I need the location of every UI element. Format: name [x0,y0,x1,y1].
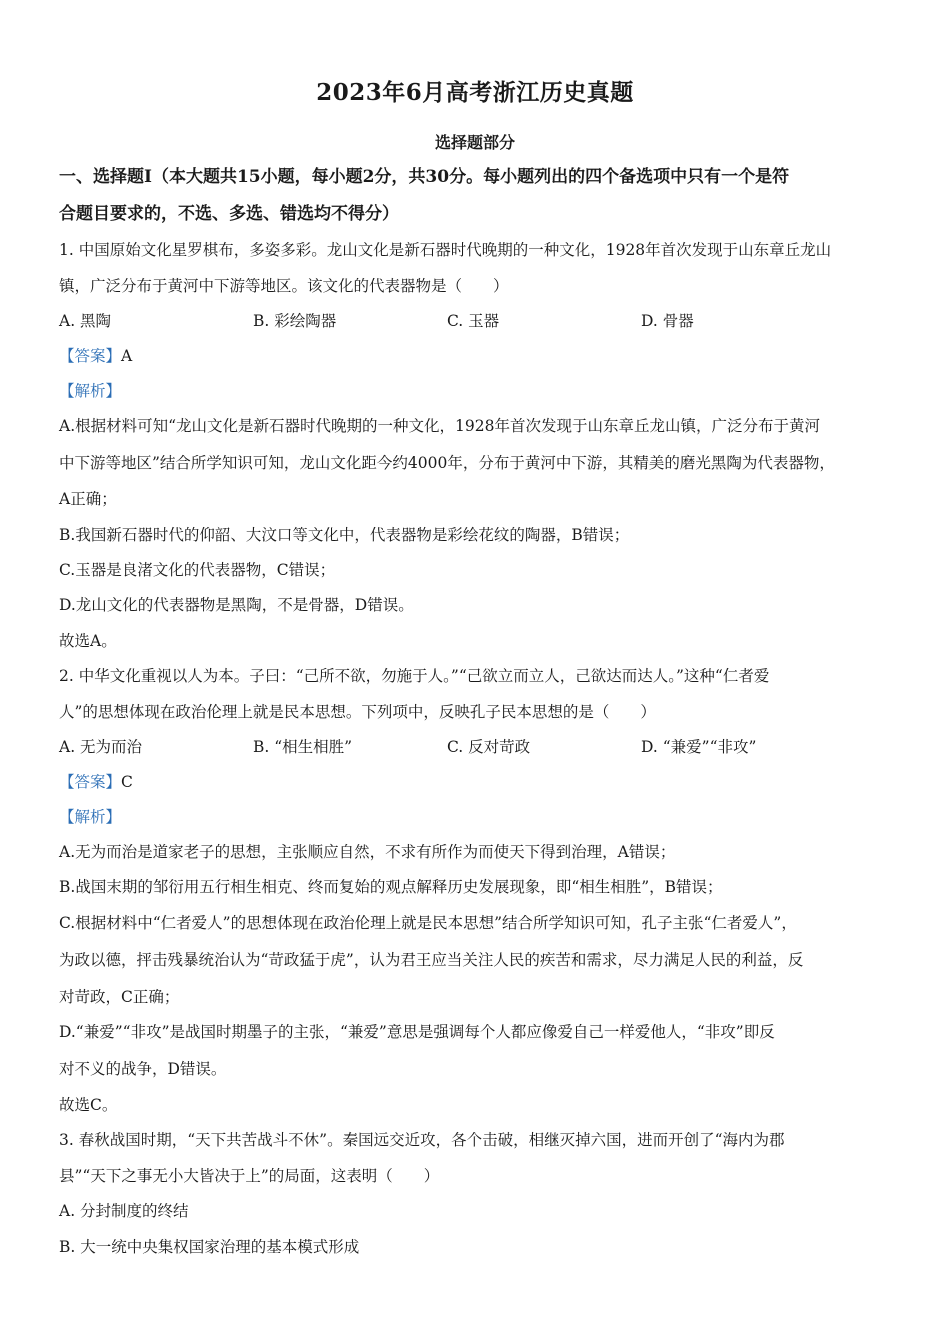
q2-analysis-line-5: 对苛政，C正确； [59,988,180,1006]
q1-analysis-line-5: C.玉器是良渚文化的代表器物，C错误； [59,561,336,579]
page-title: 2023年6月高考浙江历史真题 [316,79,634,106]
q1-analysis-line-4: B.我国新石器时代的仰韶、大汶口等文化中，代表器物是彩绘花纹的陶器，B错误； [59,526,630,544]
q1-option-c: C. 玉器 [447,312,500,330]
q2-analysis-line-7: 对不义的战争，D错误。 [59,1060,227,1078]
answer-tag: 【答案】 [59,347,122,365]
q2-analysis-line-3: C.根据材料中“仁者爱人”的思想体现在政治伦理上就是民本思想”结合所学知识可知，孔子主张“仁者爱人”， [59,914,797,932]
q2-analysis-line-2: B.战国末期的邹衍用五行相生相克、终而复始的观点解释历史发展现象，即“相生相胜”，B错误； [59,878,723,896]
q1-option-b: B. 彩绘陶器 [253,312,337,330]
q1-conclusion: 故选A。 [59,632,117,650]
q2-conclusion: 故选C。 [59,1096,118,1114]
q2-stem-line-1: 2. 中华文化重视以人为本。子曰：“己所不欲，勿施于人。”“己欲立而立人，己欲达而达人。”这种“仁者爱 [59,667,770,685]
q3-option-b: B. 大一统中央集权国家治理的基本模式形成 [59,1238,360,1256]
q1-stem-line-2: 镇，广泛分布于黄河中下游等地区。该文化的代表器物是（ ） [59,277,509,295]
q1-stem-line-1: 1. 中国原始文化星罗棋布，多姿多彩。龙山文化是新石器时代晚期的一种文化，1928年首次发现于山东章丘龙山 [59,241,832,259]
q3-stem-line-1: 3. 春秋战国时期，“天下共苦战斗不休”。秦国远交近攻，各个击破，相继灭掉六国，进而开创了“海内为郡 [59,1131,785,1149]
q2-option-b: B. “相生相胜” [253,738,353,756]
q1-analysis-line-3: A正确； [59,490,117,508]
q1-analysis-tag: 【解析】 [59,382,122,400]
q1-answer-value: A [121,347,133,365]
q2-analysis-tag: 【解析】 [59,808,122,826]
q2-answer-value: C [121,773,133,791]
q1-analysis-line-1: A.根据材料可知“龙山文化是新石器时代晚期的一种文化，1928年首次发现于山东章丘龙山镇，广泛分布于黄河 [59,417,820,435]
q1-option-a: A. 黑陶 [59,312,112,330]
q3-option-a: A. 分封制度的终结 [59,1202,189,1220]
q2-option-a: A. 无为而治 [59,738,143,756]
answer-tag: 【答案】 [59,773,122,791]
q1-option-d: D. 骨器 [641,312,694,330]
q1-analysis-line-6: D.龙山文化的代表器物是黑陶，不是骨器，D错误。 [59,596,414,614]
q2-analysis-line-4: 为政以德，抨击残暴统治认为“苛政猛于虎”，认为君王应当关注人民的疾苦和需求，尽力满足人民的利益，反 [59,951,804,969]
q2-stem-line-2: 人”的思想体现在政治伦理上就是民本思想。下列项中，反映孔子民本思想的是（ ） [59,703,656,721]
q1-analysis-line-2: 中下游等地区”结合所学知识可知，龙山文化距今约4000年，分布于黄河中下游，其精美的磨光黑陶为代表器物， [59,454,835,472]
q3-stem-line-2: 县”“天下之事无小大皆决于上”的局面，这表明（ ） [59,1167,440,1185]
section-heading-line-1: 一、选择题Ⅰ（本大题共15小题，每小题2分，共30分。每小题列出的四个备选项中只有一个是符 [59,167,790,187]
q2-analysis-line-6: D.“兼爱”“非攻”是战国时期墨子的主张，“兼爱”意思是强调每个人都应像爱自己一样爱他人，“非攻”即反 [59,1023,775,1041]
q2-option-c: C. 反对苛政 [447,738,531,756]
q2-answer [59,771,133,793]
part-heading: 选择题部分 [434,133,515,152]
q2-option-d: D. “兼爱”“非攻” [641,738,757,756]
section-heading-line-2: 合题目要求的，不选、多选、错选均不得分） [59,204,399,224]
q1-answer [59,345,132,367]
q2-analysis-line-1: A.无为而治是道家老子的思想，主张顺应自然，不求有所作为而使天下得到治理，A错误； [59,843,676,861]
